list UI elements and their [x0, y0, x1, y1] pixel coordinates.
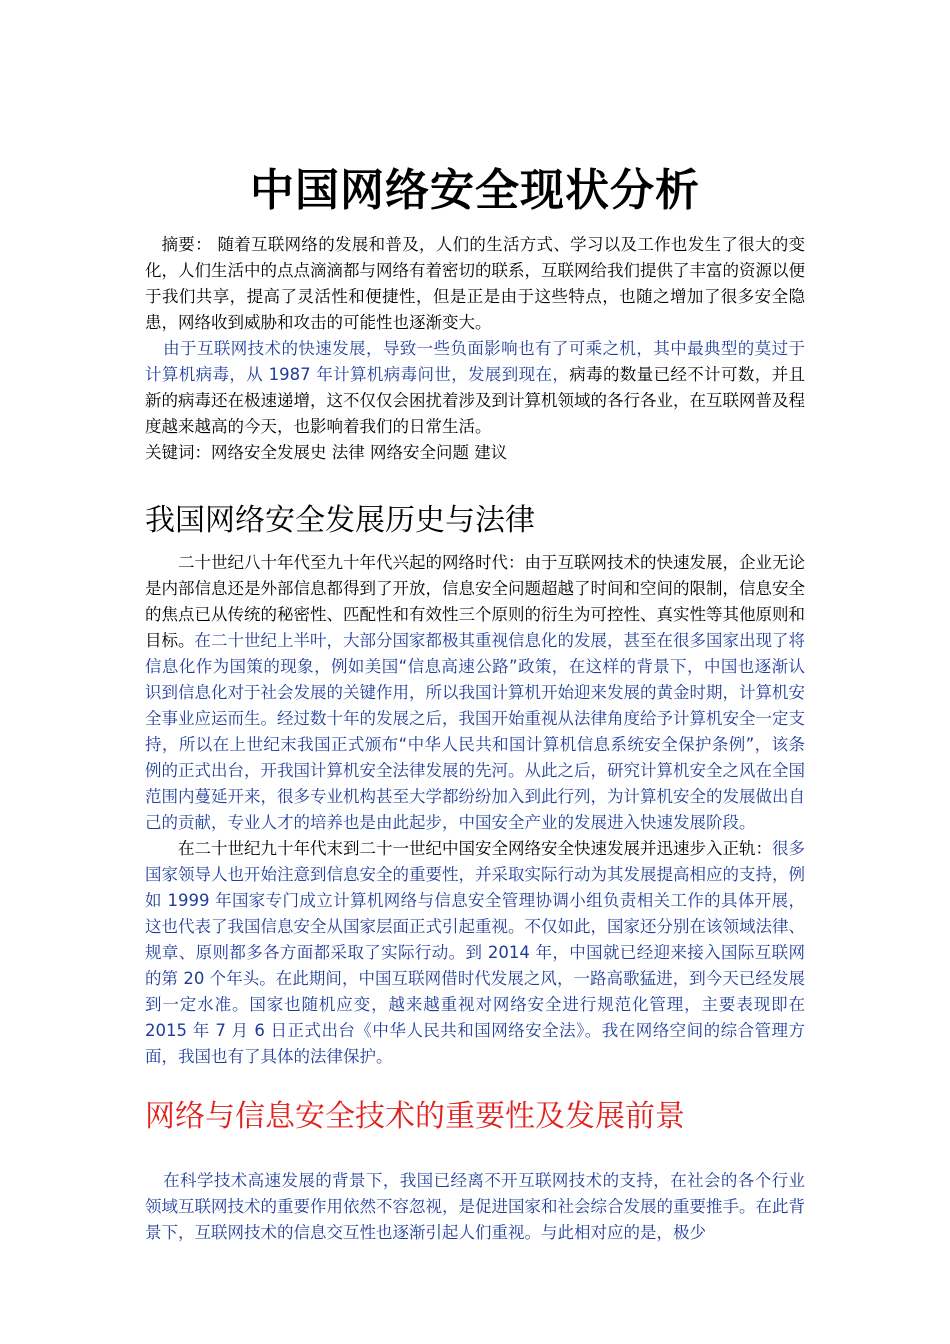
document-title: 中国网络安全现状分析 — [250, 165, 700, 216]
section1-paragraph-1 — [145, 550, 805, 836]
section-heading-importance-prospects: 网络与信息安全技术的重要性及发展前景 — [145, 1099, 685, 1134]
abstract-paragraph — [145, 232, 805, 336]
keywords-line: 关键词：网络安全发展史 法律 网络安全问题 建议 — [145, 443, 508, 462]
section2-paragraph-1 — [145, 1168, 805, 1246]
abstract-label: 摘要： — [161, 235, 212, 254]
document-content — [145, 160, 805, 1246]
section1-p2-black-text: 在二十世纪九十年代末到二十一世纪中国安全网络安全快速发展并迅速步入正轨： — [178, 839, 772, 858]
intro-black-text: 病毒的数量已经不计可数，并且新的病毒还在极速递增，这不仅仅会困扰着涉及到计算机领域的各行各业，在互联网普及程度越来越高的今天，也影响着我们的日常生活。 — [145, 365, 805, 436]
intro-blue-text: 由于互联网技术的快速发展，导致一些负面影响也有了可乘之机，其中最典型的莫过于计算机病毒，从 1987 年计算机病毒问世，发展到现在， — [145, 339, 805, 384]
section1-p1-blue-text: 在二十世纪上半叶，大部分国家都极其重视信息化的发展，甚至在很多国家出现了将信息化作为国策的现象，例如美国“信息高速公路”政策，在这样的背景下，中国也逐渐认识到信息化对于社会发展的关键作用，所以我国计算机开始迎来发展的黄金时期，计算机安全事业应运而生。经过数十年的发展之后，我国开始重视从法律角度给予计算机安全一定支持，所以在上世纪末我国正式颁布“中华人民共和国计算机信息系统安全保护条例”，该条例的正式出台，开我国计算机安全法律发展的先河。从此之后，研究计算机安全之风在全国范围内蔓延开来，很多专业机构甚至大学都纷纷加入到此行列，为计算机安全的发展做出自己的贡献，专业人才的培养也是由此起步，中国安全产业的发展进入快速发展阶段。 — [145, 631, 805, 832]
section1-p1-black-text: 二十世纪八十年代至九十年代兴起的网络时代：由于互联网技术的快速发展，企业无论是内部信息还是外部信息都得到了开放，信息安全问题超越了时间和空间的限制，信息安全的焦点已从传统的秘密性、匹配性和有效性三个原则的衍生为可控性、真实性等其他原则和目标。 — [145, 553, 805, 650]
section1-p2-blue-text: 很多国家领导人也开始注意到信息安全的重要性，并采取实际行动为其发展提高相应的支持，例如 1999 年国家专门成立计算机网络与信息安全管理协调小组负责相关工作的具体开展，这也代表了我国信息安全从国家层面正式引起重视。不仅如此，国家还分别在该领域法律、规章、原则都多各方面都采取了实际行动。到 2014 年，中国就已经迎来接入国际互联网的第 20 个年头。在此期间，中国互联网借时代发展之风，一路高歌猛进，到今天已经发展到一定水准。国家也随机应变，越来越重视对网络安全进行规范化管理，主要表现即在 2015 年 7 月 6 日正式出台《中华人民共和国网络安全法》。我在网络空间的综合管理方面，我国也有了具体的法律保护。 — [145, 839, 805, 1066]
intro-paragraph — [145, 336, 805, 440]
section-heading-history-law: 我国网络安全发展历史与法律 — [145, 503, 535, 538]
section1-paragraph-2 — [145, 836, 805, 1070]
section2-p1-blue-text: 在科学技术高速发展的背景下，我国已经离不开互联网技术的支持，在社会的各个行业领域互联网技术的重要作用依然不容忽视，是促进国家和社会综合发展的重要推手。在此背景下，互联网技术的信息交互性也逐渐引起人们重视。与此相对应的是，极少 — [145, 1171, 805, 1242]
abstract-text: 随着互联网络的发展和普及，人们的生活方式、学习以及工作也发生了很大的变化，人们生活中的点点滴滴都与网络有着密切的联系，互联网给我们提供了丰富的资源以便于我们共享，提高了灵活性和便捷性，但是正是由于这些特点，也随之增加了很多安全隐患，网络收到威胁和攻击的可能性也逐渐变大。 — [145, 235, 806, 332]
